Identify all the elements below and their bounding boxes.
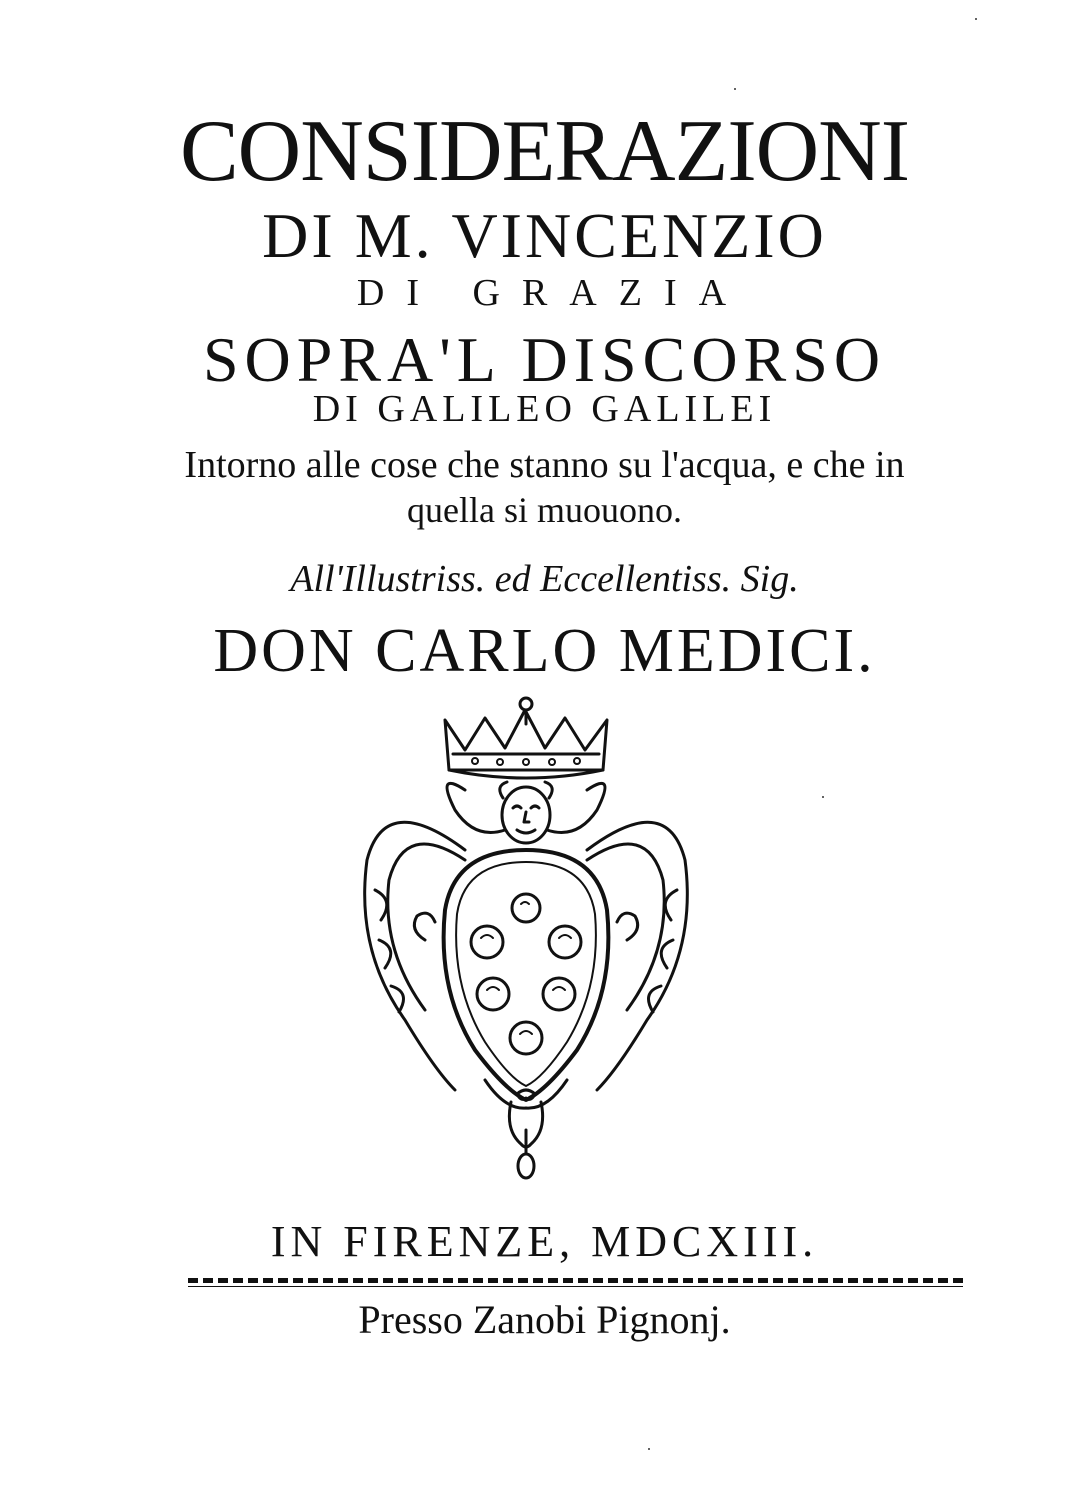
author-surname: DI GRAZIA xyxy=(356,272,749,314)
medici-coat-of-arms-icon xyxy=(345,690,725,1180)
speck xyxy=(975,18,977,20)
subject-author: DI GALILEO GALILEI xyxy=(312,388,777,430)
description-line-2: quella si muouono. xyxy=(407,490,682,530)
author-line: DI M. VINCENZIO xyxy=(262,200,827,271)
subject-line: SOPRA'L DISCORSO xyxy=(202,324,887,395)
book-title: CONSIDERAZIONI xyxy=(179,103,910,200)
divider-rule-thin xyxy=(188,1286,963,1287)
speck xyxy=(648,1448,650,1450)
imprint-printer: Presso Zanobi Pignonj. xyxy=(358,1297,731,1342)
speck xyxy=(734,88,736,90)
divider-rule xyxy=(188,1278,963,1283)
dedicatee-name: DON CARLO MEDICI. xyxy=(213,617,876,685)
dedication-line: All'Illustriss. ed Eccellentiss. Sig. xyxy=(290,558,799,600)
speck xyxy=(822,796,824,798)
description-line-1: Intorno alle cose che stanno su l'acqua, e che in xyxy=(184,444,905,486)
imprint-place-date: IN FIRENZE, MDCXIII. xyxy=(270,1217,819,1266)
